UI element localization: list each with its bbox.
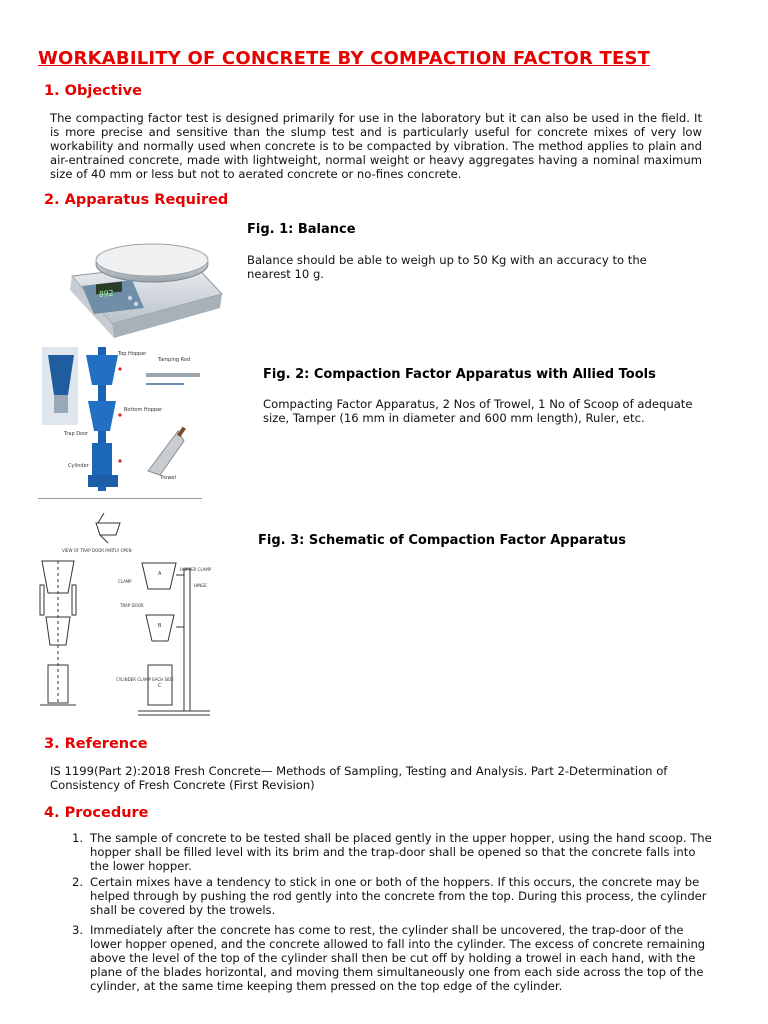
fig1-title: Fig. 1: Balance: [247, 222, 356, 237]
procedure-list: [72, 831, 714, 993]
procedure-heading: 4. Procedure: [44, 805, 149, 821]
reference-text: IS 1199(Part 2):2018 Fresh Concrete— Methods of Sampling, Testing and Analysis. Part 2-Determination of Consistency of Fresh Concrete (First Revision): [50, 764, 668, 792]
label-cylinder: Cylinder: [68, 463, 89, 469]
page-title: WORKABILITY OF CONCRETE BY COMPACTION FACTOR TEST: [38, 48, 651, 69]
label-trap-door-schematic: TRAP DOOR: [120, 603, 144, 608]
balance-display: 892: [99, 288, 114, 300]
balance-image: [52, 214, 230, 344]
fig2-title: Fig. 2: Compaction Factor Apparatus with Allied Tools: [263, 367, 656, 382]
figure-divider: [38, 498, 202, 499]
label-trowel: Trowel: [160, 475, 176, 481]
procedure-step-text: Immediately after the concrete has come to rest, the cylinder shall be uncovered, the trap-door of the lower hopper opened, and the concrete allowed to fall into the cylinder. The excess of concrete remaining above the level of the top of the cylinder shall then be cut off by holding a trowel in each hand, with the plane of the blades horizontal, and moving them simultaneously one from each side across the top of the cylinder, at the same time keeping them pressed on the top edge of the cylinder.: [90, 923, 706, 993]
label-clamp: CLAMP: [118, 579, 132, 584]
label-trap-door: Trap Door: [64, 431, 89, 437]
procedure-step: 3. Immediately after the concrete has come to rest, the cylinder shall be uncovered, the trap-door of the lower hopper opened, and the concrete allowed to fall into the cylinder. The excess of concrete remaining above the level of the top of the cylinder shall then be cut off by holding a trowel in each hand, with the plane of the blades horizontal, and moving them simultaneously one from each side across the top of the cylinder, at the same time keeping them pressed on the top edge of the cylinder.: [72, 923, 706, 993]
procedure-step: 1. The sample of concrete to be tested shall be placed gently in the upper hopper, using the hand scoop. The hopper shall be filled level with its brim and the trap-door shall be opened so that the concrete falls into the lower hopper.: [72, 831, 712, 873]
label-view-trap-door: VIEW OF TRAP DOOR PARTLY OPEN: [62, 548, 132, 553]
label-hopper-clamp: HOPPER CLAMP: [180, 567, 212, 572]
procedure-step: 2. Certain mixes have a tendency to stick in one or both of the hoppers. If this occurs, the concrete may be helped through by pushing the rod gently into the concrete from the top. During this process, the cylinder shall be covered by the trowels.: [72, 875, 707, 917]
label-tamping-rod: Tamping Rod: [158, 357, 191, 363]
label-hinge: HINGE: [194, 583, 207, 588]
label-bottom-hopper: Bottom Hopper: [124, 407, 163, 413]
apparatus-heading: 2. Apparatus Required: [44, 192, 229, 208]
reference-heading: 3. Reference: [44, 736, 148, 752]
label-b: B: [158, 623, 162, 629]
procedure-step-text: Certain mixes have a tendency to stick in one or both of the hoppers. If this occurs, the concrete may be helped through by pushing the rod gently into the concrete from the top. During this process, the cylinder shall be covered by the trowels.: [90, 875, 707, 917]
label-c: C: [158, 683, 162, 689]
label-a: A: [158, 571, 162, 577]
procedure-step-text: The sample of concrete to be tested shall be placed gently in the upper hopper, using the hand scoop. The hopper shall be filled level with its brim and the trap-door shall be opened so that the concrete falls into the lower hopper.: [90, 831, 712, 873]
fig2-text: Compacting Factor Apparatus, 2 Nos of Trowel, 1 No of Scoop of adequate size, Tamper (16 mm in diameter and 600 mm length), Ruler, etc.: [263, 397, 693, 425]
label-top-hopper: Top Hopper: [118, 351, 147, 357]
schematic-image: [38, 505, 214, 723]
fig1-text: Balance should be able to weigh up to 50 Kg with an accuracy to the nearest 10 g.: [247, 253, 647, 281]
compaction-apparatus-image: [42, 345, 202, 495]
objective-text: The compacting factor test is designed primarily for use in the laboratory but it can also be used in the field. It is more precise and sensitive than the slump test and is particularly useful for concrete mixes of very low workability and normally used when concrete is to be compacted by vibration. The method applies to plain and air-entrained concrete, made with lightweight, normal weight or heavy aggregates having a nominal maximum size of 40 mm or less but not to aerated concrete or no-fines concrete.: [50, 111, 702, 181]
label-cylinder-clamp: CYLINDER CLAMP EACH SIDE: [116, 677, 174, 682]
fig3-title: Fig. 3: Schematic of Compaction Factor Apparatus: [258, 533, 627, 548]
objective-heading: 1. Objective: [44, 83, 142, 99]
